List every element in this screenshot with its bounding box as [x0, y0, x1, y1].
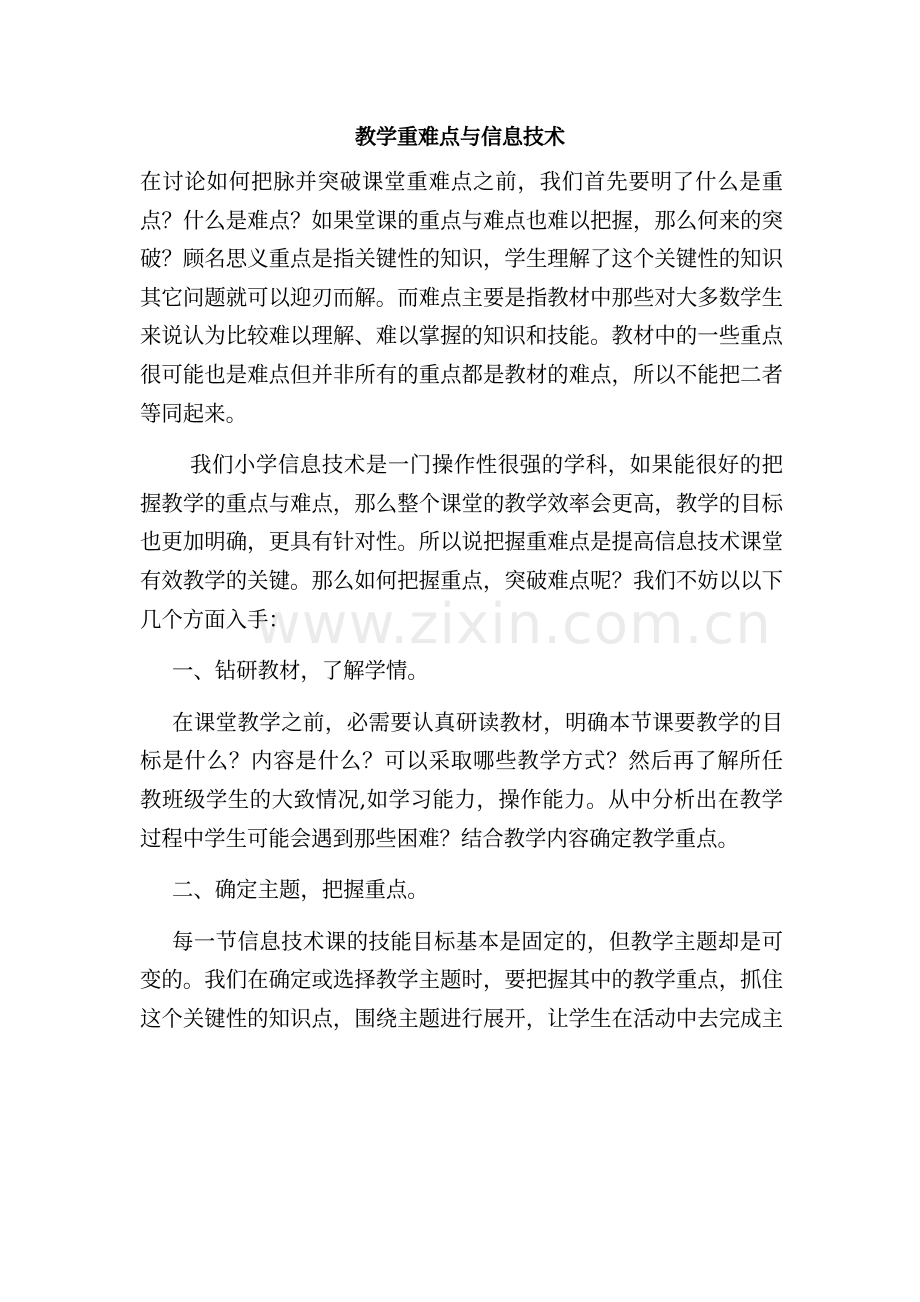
- paragraph-4: [140, 924, 783, 1040]
- paragraph-2: [140, 447, 783, 640]
- text-line: 点？什么是难点？如果堂课的重点与难点也难以把握，那么何来的突: [140, 208, 783, 234]
- text-line: 变的。我们在确定或选择教学主题时，要把握其中的教学重点，抓住: [140, 968, 783, 994]
- text-line: 也更加明确，更具有针对性。所以说把握重难点是提高信息技术课堂: [140, 530, 783, 556]
- text-line: 有效教学的关键。那么如何把握重点，突破难点呢？我们不妨以以下: [140, 568, 783, 594]
- document-body: [140, 164, 783, 1039]
- text-line: 破？顾名思义重点是指关键性的知识，学生理解了这个关键性的知识: [140, 247, 783, 273]
- section-heading-2: 二、确定主题，把握重点。: [172, 878, 429, 904]
- text-line: 很可能也是难点但并非所有的重点都是教材的难点，所以不能把二者: [140, 362, 783, 388]
- paragraph-1: [140, 164, 783, 434]
- text-line: 几个方面入手：: [140, 607, 290, 633]
- text-line: 每一节信息技术课的技能目标基本是固定的，但教学主题却是可: [172, 929, 783, 955]
- text-line: 教班级学生的大致情况,如学习能力，操作能力。从中分析出在教学: [140, 787, 783, 813]
- text-line: 在讨论如何把脉并突破课堂重难点之前，我们首先要明了什么是重: [140, 170, 783, 195]
- text-line: 标是什么？内容是什么？可以采取哪些教学方式？然后再了解所任: [140, 749, 783, 775]
- text-line: 来说认为比较难以理解、难以掌握的知识和技能。教材中的一些重点: [140, 324, 783, 350]
- watermark: www.zixin.com.cn: [255, 592, 772, 657]
- section-heading-1: 一、钻研教材，了解学情。: [172, 659, 429, 685]
- text-line: 我们小学信息技术是一门操作性很强的学科，如果能很好的把: [190, 453, 783, 479]
- text-line: 过程中学生可能会遇到那些困难？结合教学内容确定教学重点。: [140, 826, 739, 852]
- text-line: 在课堂教学之前，必需要认真研读教材，明确本节课要教学的目: [172, 710, 783, 736]
- text-line: 握教学的重点与难点，那么整个课堂的教学效率会更高，教学的目标: [140, 491, 783, 517]
- text-line: 其它问题就可以迎刃而解。而难点主要是指教材中那些对大多数学生: [140, 285, 783, 311]
- paragraph-3: [140, 705, 783, 859]
- text-line: 等同起来。: [140, 401, 247, 427]
- text-line: 这个关键性的知识点，围绕主题进行展开，让学生在活动中去完成主: [140, 1006, 783, 1032]
- document-title: 教学重难点与信息技术: [355, 124, 565, 149]
